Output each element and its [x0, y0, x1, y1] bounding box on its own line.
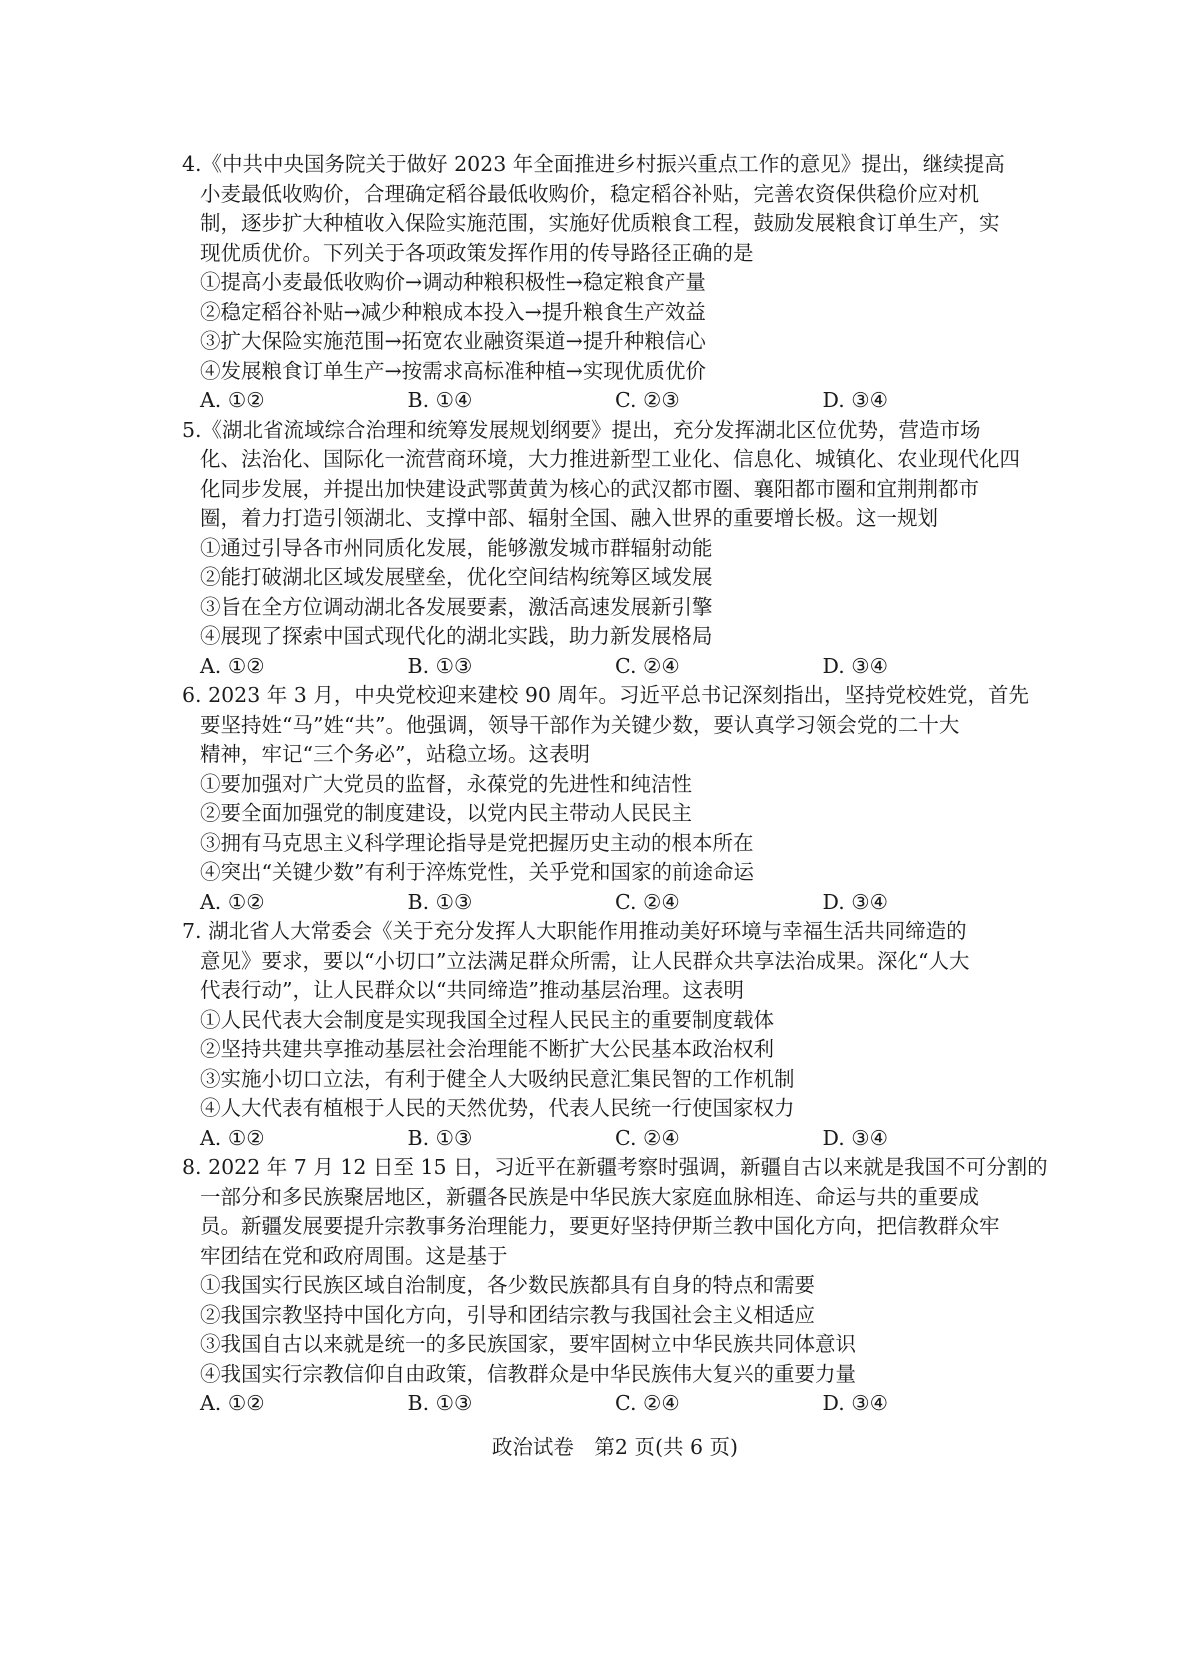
answer-option: C. ②④ — [615, 653, 680, 678]
question-stem-line: 一部分和多民族聚居地区，新疆各民族是中华民族大家庭血脉相连、命运与共的重要成 — [200, 1184, 979, 1209]
statement-item: ③旨在全方位调动湖北各发展要素，激活高速发展新引擎 — [200, 594, 713, 619]
answer-option: A. ①② — [200, 889, 265, 914]
answer-option: B. ①③ — [407, 1391, 473, 1415]
answer-option: C. ②④ — [615, 1125, 680, 1150]
question-stem-line: 员。新疆发展要提升宗教事务治理能力，要更好坚持伊斯兰教中国化方向，把信教群众牢 — [200, 1214, 1000, 1238]
statement-item: ③我国自古以来就是统一的多民族国家，要牢固树立中华民族共同体意识 — [200, 1332, 856, 1356]
statement-item: ①要加强对广大党员的监督，永葆党的先进性和纯洁性 — [200, 771, 692, 796]
question-stem-line: 意见》要求，要以“小切口”立法满足群众所需，让人民群众共享法治成果。深化“人大 — [200, 948, 970, 973]
answer-option: C. ②④ — [615, 1391, 680, 1415]
statement-item: ③拥有马克思主义科学理论指导是党把握历史主动的根本所在 — [200, 830, 754, 855]
answer-option: D. ③④ — [822, 388, 888, 412]
question-6 — [182, 681, 1030, 917]
question-5 — [182, 416, 1030, 682]
answer-options — [190, 386, 1030, 416]
answer-option: D. ③④ — [822, 1391, 888, 1415]
question-stem-line: 化同步发展，并提出加快建设武鄂黄黄为核心的武汉都市圈、襄阳都市圈和宜荆荆都市 — [200, 476, 979, 501]
statement-item: ④发展粮食订单生产→按需求高标准种植→实现优质优价 — [200, 358, 706, 383]
statement-item: ①提高小麦最低收购价→调动种粮积极性→稳定粮食产量 — [200, 270, 706, 294]
question-stem-line: 化、法治化、国际化一流营商环境，大力推进新型工业化、信息化、城镇化、农业现代化四 — [200, 447, 1020, 471]
answer-option: D. ③④ — [822, 889, 888, 914]
statement-item: ④突出“关键少数”有利于淬炼党性，关乎党和国家的前途命运 — [200, 860, 754, 884]
question-4 — [182, 150, 1030, 416]
answer-option: C. ②③ — [615, 388, 680, 412]
statement-item: ③扩大保险实施范围→拓宽农业融资渠道→提升种粮信心 — [200, 329, 706, 353]
question-stem-line: 5.《湖北省流域综合治理和统筹发展规划纲要》提出，充分发挥湖北区位优势，营造市场 — [182, 417, 981, 442]
answer-options — [190, 1389, 1030, 1419]
statement-item: ④人大代表有植根于人民的天然优势，代表人民统一行使国家权力 — [200, 1096, 795, 1120]
answer-option: B. ①④ — [407, 388, 473, 412]
answer-option: B. ①③ — [407, 1125, 473, 1150]
statement-item: ②稳定稻谷补贴→减少种粮成本投入→提升粮食生产效益 — [200, 299, 706, 324]
question-8 — [182, 1153, 1048, 1419]
question-stem-line: 牢团结在党和政府周围。这是基于 — [200, 1243, 508, 1268]
statement-item: ①通过引导各市州同质化发展，能够激发城市群辐射动能 — [200, 535, 713, 560]
answer-option: B. ①③ — [407, 889, 473, 914]
question-stem-line: 代表行动”，让人民群众以“共同缔造”推动基层治理。这表明 — [200, 978, 744, 1002]
statement-item: ②能打破湖北区域发展壁垒，优化空间结构统筹区域发展 — [200, 565, 713, 589]
question-stem-line: 8. 2022 年 7 月 12 日至 15 日，习近平在新疆考察时强调，新疆自古以来就是我国不可分割的 — [182, 1155, 1048, 1179]
answer-option: B. ①③ — [407, 653, 473, 678]
page-footer: 政治试卷 第2 页(共 6 页) — [491, 1435, 739, 1459]
question-stem-line: 7. 湖北省人大常委会《关于充分发挥人大职能作用推动美好环境与幸福生活共同缔造的 — [182, 919, 967, 943]
answer-option: A. ①② — [200, 653, 265, 678]
statement-item: ④我国实行宗教信仰自由政策，信教群众是中华民族伟大复兴的重要力量 — [200, 1361, 856, 1386]
statement-item: ②要全面加强党的制度建设，以党内民主带动人民民主 — [200, 801, 692, 825]
answer-option: A. ①② — [200, 1125, 265, 1150]
answer-options — [190, 888, 1030, 918]
answer-option: A. ①② — [200, 1391, 265, 1415]
statement-item: ④展现了探索中国式现代化的湖北实践，助力新发展格局 — [200, 624, 713, 648]
question-stem-line: 圈，着力打造引领湖北、支撑中部、辐射全国、融入世界的重要增长极。这一规划 — [200, 506, 938, 530]
question-stem-line: 4.《中共中央国务院关于做好 2023 年全面推进乡村振兴重点工作的意见》提出，继续提高 — [182, 152, 1005, 176]
answer-options — [190, 1124, 1030, 1154]
answer-option: D. ③④ — [822, 653, 888, 678]
question-list — [182, 150, 1048, 1419]
statement-item: ①人民代表大会制度是实现我国全过程人民民主的重要制度载体 — [200, 1007, 774, 1032]
question-stem-line: 精神，牢记“三个务必”，站稳立场。这表明 — [200, 742, 590, 766]
question-stem-line: 现优质优价。下列关于各项政策发挥作用的传导路径正确的是 — [200, 240, 754, 265]
statement-item: ③实施小切口立法，有利于健全人大吸纳民意汇集民智的工作机制 — [200, 1066, 795, 1091]
statement-item: ②坚持共建共享推动基层社会治理能不断扩大公民基本政治权利 — [200, 1037, 774, 1061]
answer-option: A. ①② — [200, 388, 265, 412]
statement-item: ①我国实行民族区域自治制度，各少数民族都具有自身的特点和需要 — [200, 1273, 815, 1297]
question-stem-line: 制，逐步扩大种植收入保险实施范围，实施好优质粮食工程，鼓励发展粮食订单生产，实 — [200, 211, 1000, 235]
question-stem-line: 6. 2023 年 3 月，中央党校迎来建校 90 周年。习近平总书记深刻指出，坚持党校姓党，首先 — [182, 683, 1029, 707]
question-stem-line: 小麦最低收购价，合理确定稻谷最低收购价，稳定稻谷补贴，完善农资保供稳价应对机 — [200, 181, 979, 206]
statement-item: ②我国宗教坚持中国化方向，引导和团结宗教与我国社会主义相适应 — [200, 1302, 815, 1327]
answer-options — [190, 652, 1030, 682]
answer-option: C. ②④ — [615, 889, 680, 914]
answer-option: D. ③④ — [822, 1125, 888, 1150]
question-7 — [182, 917, 1030, 1153]
question-stem-line: 要坚持姓“马”姓“共”。他强调，领导干部作为关键少数，要认真学习领会党的二十大 — [200, 712, 960, 737]
